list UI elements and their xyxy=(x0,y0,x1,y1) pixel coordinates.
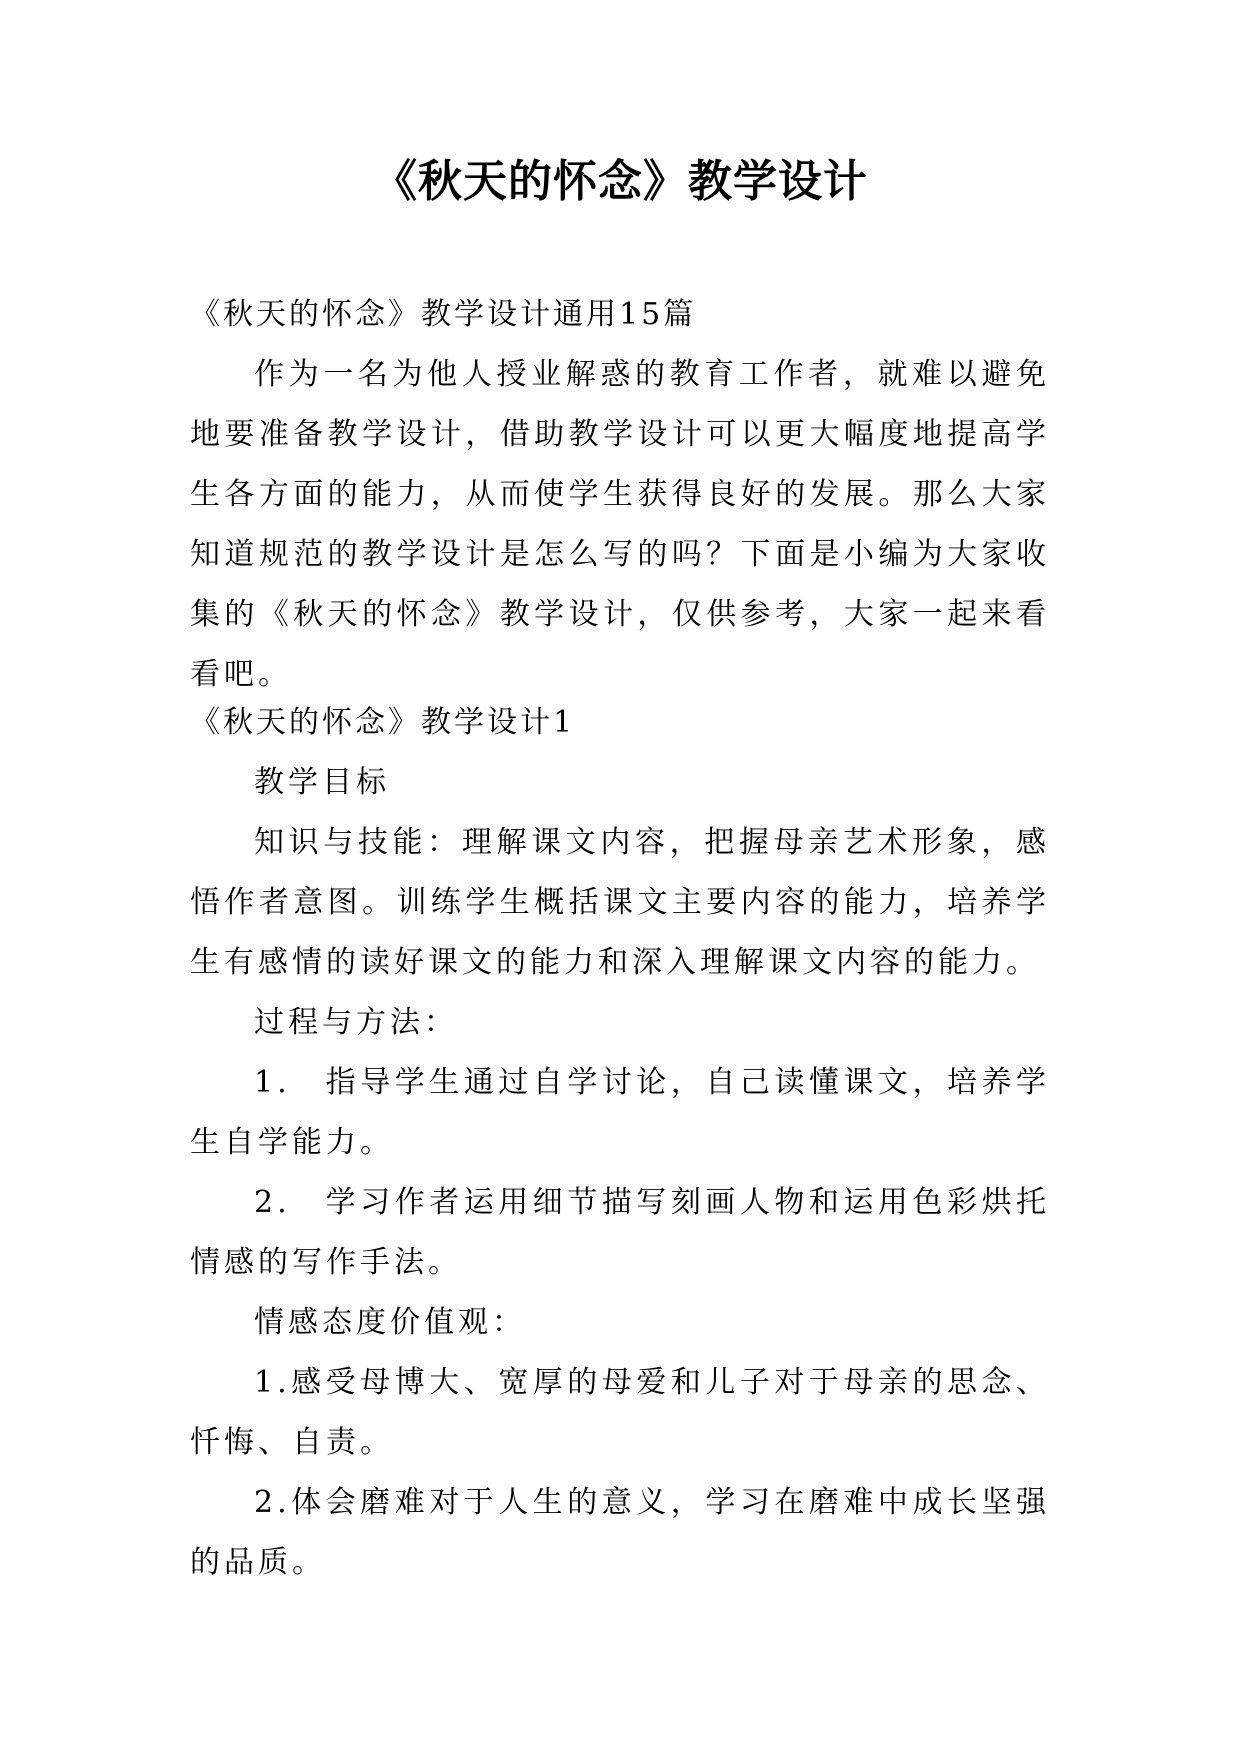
collection-title: 《秋天的怀念》教学设计通用15篇 xyxy=(190,297,697,332)
intro-block xyxy=(190,285,1050,705)
values-item-2: 2.体会磨难对于人生的意义，学习在磨难中成长坚强的品质。 xyxy=(190,1485,1050,1580)
values-item-1: 1.感受母博大、宽厚的母爱和儿子对于母亲的思念、忏悔、自责。 xyxy=(190,1365,1050,1460)
knowledge-skills-paragraph: 知识与技能：理解课文内容，把握母亲艺术形象，感悟作者意图。训练学生概括课文主要内容的能力，培养学生有感情的读好课文的能力和深入理解课文内容的能力。 xyxy=(190,825,1050,980)
values-heading: 情感态度价值观： xyxy=(254,1305,526,1340)
intro-paragraph: 作为一名为他人授业解惑的教育工作者，就难以避免地要准备教学设计，借助教学设计可以更大幅度地提高学生各方面的能力，从而使学生获得良好的发展。那么大家知道规范的教学设计是怎么写的吗？下面是小编为大家收集的《秋天的怀念》教学设计，仅供参考，大家一起来看看吧。 xyxy=(190,357,1050,692)
process-item-1: 1. 指导学生通过自学讨论，自己读懂课文，培养学生自学能力。 xyxy=(190,1065,1050,1160)
section-heading: 《秋天的怀念》教学设计1 xyxy=(190,705,576,740)
process-item-2: 2. 学习作者运用细节描写刻画人物和运用色彩烘托情感的写作手法。 xyxy=(190,1185,1050,1280)
document-title: 《秋天的怀念》教学设计 xyxy=(373,156,868,207)
objectives-heading: 教学目标 xyxy=(254,765,390,800)
section-1 xyxy=(190,693,1050,1593)
process-heading: 过程与方法： xyxy=(254,1005,458,1040)
